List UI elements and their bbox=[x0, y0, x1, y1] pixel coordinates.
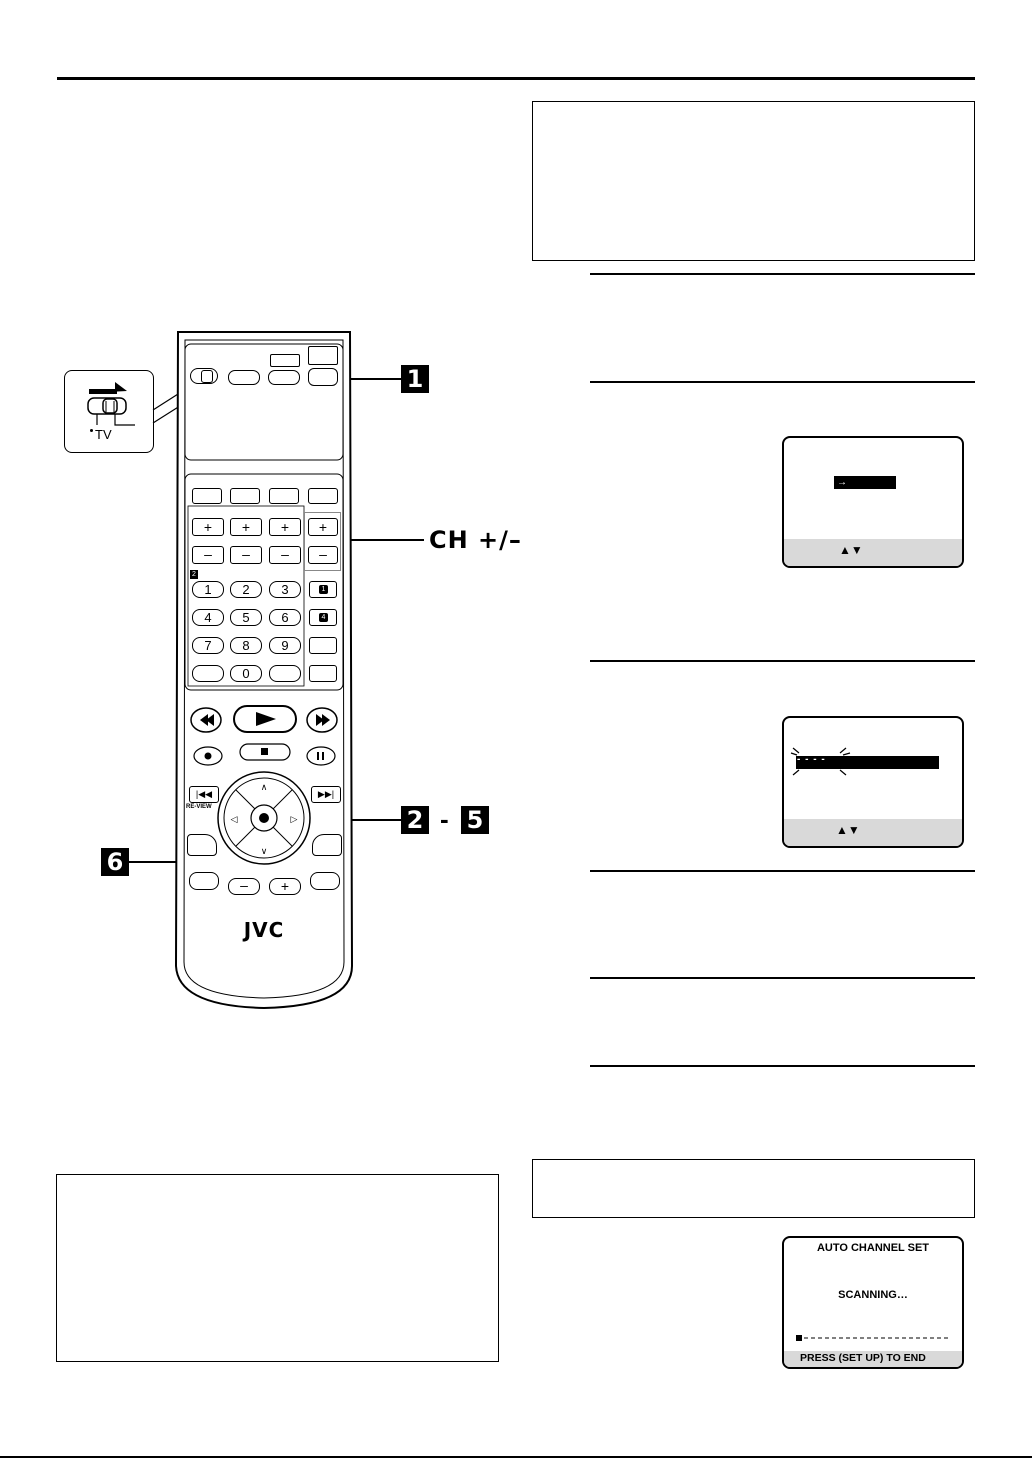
nav-arrows-icon: ▲▼ bbox=[836, 823, 860, 837]
bottom-left-key[interactable] bbox=[192, 665, 224, 682]
select-arrow-icon: → bbox=[837, 477, 847, 488]
plus-button-1[interactable]: + bbox=[192, 518, 224, 536]
ch-highlight-frame bbox=[304, 512, 341, 571]
svg-text:◁: ◁ bbox=[230, 815, 238, 825]
mini-mark-2: 2 bbox=[190, 570, 198, 579]
remote-control bbox=[172, 326, 356, 1012]
tv-switch-label: TV bbox=[95, 427, 112, 442]
osd-screen-auto-channel bbox=[782, 1236, 964, 1369]
svg-text:▷: ▷ bbox=[290, 815, 298, 825]
number-key-7[interactable]: 7 bbox=[192, 637, 224, 654]
osd-footer bbox=[784, 819, 962, 846]
ch-minus-button[interactable]: – bbox=[308, 546, 338, 564]
bottom-right-key[interactable] bbox=[309, 665, 337, 682]
side-key-1[interactable] bbox=[309, 581, 337, 598]
scan-progress-bar bbox=[796, 1334, 951, 1344]
osd-screen-menu bbox=[782, 436, 964, 568]
number-key-2[interactable]: 2 bbox=[230, 581, 262, 598]
top-rule bbox=[57, 77, 975, 80]
step-range-dash: - bbox=[440, 804, 449, 834]
navigation-dial[interactable] bbox=[216, 770, 312, 866]
nav-arrows-icon: ▲▼ bbox=[839, 543, 863, 557]
side-key-empty[interactable] bbox=[309, 637, 337, 654]
skip-back-button[interactable]: |◀◀ bbox=[189, 786, 219, 803]
side-mark-4: 4 bbox=[319, 613, 328, 622]
tv-switch-inset bbox=[64, 370, 154, 453]
remote-button-a[interactable] bbox=[228, 370, 260, 385]
right-side-button[interactable] bbox=[312, 834, 342, 856]
osd-footer bbox=[784, 1351, 962, 1367]
number-key-6[interactable]: 6 bbox=[269, 609, 301, 626]
step-rule-4 bbox=[590, 870, 975, 872]
ch-plus-minus-label: CH +/– bbox=[429, 526, 522, 554]
side-mark-1: 1 bbox=[319, 585, 328, 594]
step1-button[interactable] bbox=[308, 368, 338, 386]
func-button-1[interactable] bbox=[192, 488, 222, 504]
osd-footer bbox=[784, 539, 962, 566]
volume-plus-button[interactable]: + bbox=[269, 878, 301, 895]
func-button-2[interactable] bbox=[230, 488, 260, 504]
number-key-3[interactable]: 3 bbox=[269, 581, 301, 598]
svg-text:∧: ∧ bbox=[260, 783, 268, 793]
remote-button-b[interactable] bbox=[268, 370, 300, 385]
number-key-9[interactable]: 9 bbox=[269, 637, 301, 654]
step-6-badge: 6 bbox=[101, 848, 129, 876]
tv-dot bbox=[90, 429, 93, 432]
svg-text:∨: ∨ bbox=[260, 847, 268, 857]
volume-minus-button[interactable]: – bbox=[228, 878, 260, 895]
info-box-top bbox=[532, 101, 975, 261]
step-rule-6 bbox=[590, 1065, 975, 1067]
brand-logo: JVC bbox=[243, 918, 285, 942]
bottom-oval-right[interactable] bbox=[310, 872, 340, 890]
number-key-1[interactable]: 1 bbox=[192, 581, 224, 598]
tv-slide-switch[interactable] bbox=[190, 368, 218, 384]
plus-button-2[interactable]: + bbox=[230, 518, 262, 536]
number-key-5[interactable]: 5 bbox=[230, 609, 262, 626]
number-key-0[interactable]: 0 bbox=[230, 665, 262, 682]
step-2-badge: 2 bbox=[401, 806, 429, 834]
blink-marks-icon bbox=[790, 744, 860, 778]
number-key-4[interactable]: 4 bbox=[192, 609, 224, 626]
func-button-4[interactable] bbox=[308, 488, 338, 504]
review-label: RE-VIEW bbox=[186, 804, 212, 810]
info-box-left bbox=[56, 1174, 499, 1362]
osd-title: AUTO CHANNEL SET bbox=[816, 1242, 930, 1254]
number-key-8[interactable]: 8 bbox=[230, 637, 262, 654]
info-box-mid bbox=[532, 1159, 975, 1218]
minus-button-3[interactable]: – bbox=[269, 546, 301, 564]
remote-button-c[interactable] bbox=[270, 354, 300, 367]
power-button[interactable] bbox=[308, 346, 338, 365]
func-button-3[interactable] bbox=[269, 488, 299, 504]
step6-button[interactable] bbox=[187, 834, 217, 856]
osd-screen-setting bbox=[782, 716, 964, 848]
step-rule-1 bbox=[590, 273, 975, 275]
minus-button-1[interactable]: – bbox=[192, 546, 224, 564]
step-rule-3 bbox=[590, 660, 975, 662]
step-5-badge: 5 bbox=[461, 806, 489, 834]
ch-plus-button[interactable]: + bbox=[308, 518, 338, 536]
osd-status: SCANNING… bbox=[838, 1289, 908, 1301]
bottom-oval-left[interactable] bbox=[189, 872, 219, 890]
side-key-4[interactable] bbox=[309, 609, 337, 626]
blinking-dashes: - - - - bbox=[797, 754, 826, 765]
skip-forward-button[interactable]: ▶▶| bbox=[311, 786, 341, 803]
step-rule-5 bbox=[590, 977, 975, 979]
slide-right-arrow-icon bbox=[89, 379, 129, 395]
transport-cluster bbox=[186, 698, 346, 778]
minus-button-2[interactable]: – bbox=[230, 546, 262, 564]
plus-button-3[interactable]: + bbox=[269, 518, 301, 536]
osd-footer-text: PRESS (SET UP) TO END bbox=[800, 1352, 926, 1364]
step-rule-2 bbox=[590, 381, 975, 383]
step-1-badge: 1 bbox=[401, 365, 429, 393]
bottom-mid-key[interactable] bbox=[269, 665, 301, 682]
menu-highlight-bar bbox=[834, 476, 896, 489]
